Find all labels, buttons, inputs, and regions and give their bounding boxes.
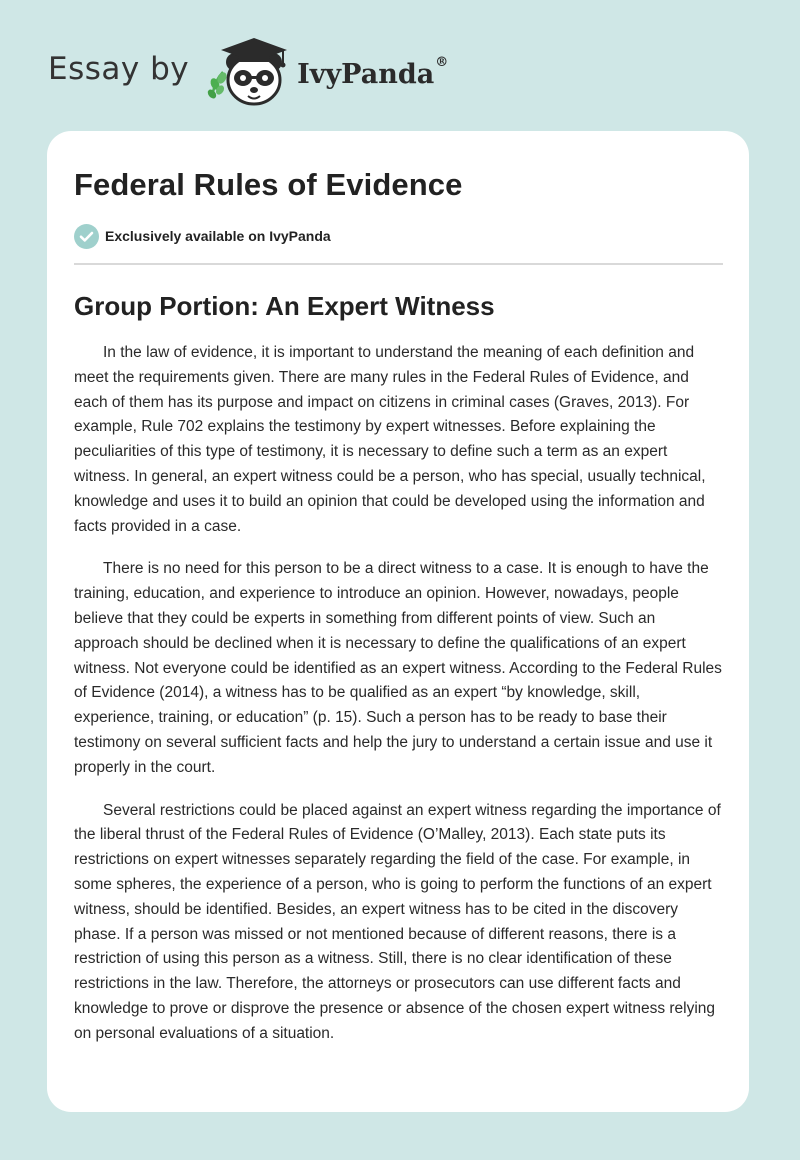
brand-name xyxy=(297,54,449,90)
brand-prefix: Essay by xyxy=(48,51,190,87)
panda-graduate-logo-icon xyxy=(203,34,299,110)
body-paragraph-3: Several restrictions could be placed against an expert witness regarding the importance of the liberal thrust of the Federal Rules of Evidence (O’Malley, 2013). Each state puts its restrictions on expert witnesses separately regarding the field of the case. For example, in some spheres, the experience of a person, who is going to perform the functions of an expert witness, should be identified. Besides, an expert witness has to be cited in the discovery phase. If a person was missed or not mentioned because of different reasons, there is a restriction of using this person as a witness. Still, there is no clear identification of these restrictions in the law. Therefore, the attorneys or prosecutors can use different facts and knowledge to prove or disprove the presence or absence of the chosen expert witness relying on personal evaluations of a situation. xyxy=(74,801,721,1042)
body-paragraph-1: In the law of evidence, it is important to understand the meaning of each definition and meet the requirements given. There are many rules in the Federal Rules of Evidence, and each of them has its purpose and impact on citizens in criminal cases (Graves, 2013). For example, Rule 702 explains the testimony by expert witnesses. Before explaining the peculiarities of this type of testimony, it is necessary to define such a term as an expert witness. In general, an expert witness could be a person, who has special, usually technical, knowledge and uses it to build an opinion that could be developed using the information and facts provided in a case. xyxy=(74,344,706,535)
essay-card xyxy=(47,131,749,1112)
body-paragraph-2: There is no need for this person to be a direct witness to a case. It is enough to have the training, education, and experience to introduce an opinion. However, nowadays, people believe that they could be experts in something from different points of view. Such an approach should be declined when it is necessary to define the qualifications of an expert witness. Not everyone could be identified as an expert witness. According to the Federal Rules of Evidence (2014), a witness has to be qualified as an expert “by knowledge, skill, experience, training, or education” (p. 15). Such a person has to be ready to base their testimony on several sufficient facts and help the jury to understand a certain issue and use it properly in the court. xyxy=(74,560,722,776)
brand-name-text: IvyPanda xyxy=(297,58,435,90)
exclusive-badge-text: Exclusively available on IvyPanda xyxy=(105,228,331,244)
check-circle-icon xyxy=(74,224,99,249)
registered-mark: ® xyxy=(435,54,449,70)
exclusive-badge xyxy=(74,222,723,250)
page-title: Federal Rules of Evidence xyxy=(74,167,463,202)
brand-header xyxy=(48,34,448,110)
section-heading: Group Portion: An Expert Witness xyxy=(74,291,495,321)
title-divider xyxy=(74,263,723,265)
